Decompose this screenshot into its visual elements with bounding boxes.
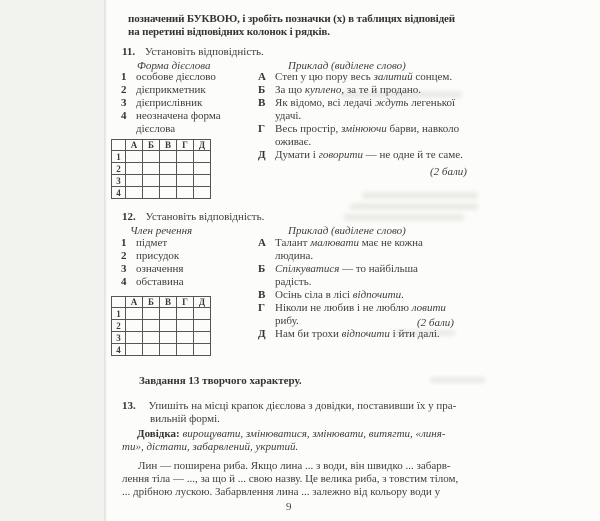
grid-cell xyxy=(160,320,177,332)
question-12-title xyxy=(122,211,264,224)
grid-row xyxy=(112,332,211,344)
grid-row xyxy=(112,187,211,199)
example-text: Степ у цю пору весь залитий сонцем. xyxy=(275,71,453,83)
grid-cell xyxy=(177,187,194,199)
list-item xyxy=(258,263,456,289)
grid-cell xyxy=(126,163,143,175)
grid-row-label: 1 xyxy=(112,308,126,320)
list-item xyxy=(258,71,470,84)
grid-row-label: 4 xyxy=(112,187,126,199)
list-item xyxy=(121,110,248,136)
grid-col-header: Д xyxy=(194,297,211,308)
list-item xyxy=(121,276,248,289)
example-text: Весь простір, змінюючи барви, навколо оживає. xyxy=(275,123,460,148)
grid-cell xyxy=(194,151,211,163)
grid-cell xyxy=(160,332,177,344)
grid-cell xyxy=(177,344,194,356)
grid-row xyxy=(112,308,211,320)
grid-cell xyxy=(126,175,143,187)
option-number: 3 xyxy=(121,263,127,275)
example-text: Талант малювати має не кожна людина. xyxy=(275,237,423,262)
grid-cell xyxy=(143,175,160,187)
list-item xyxy=(258,237,456,263)
example-text: Нам би трохи відпочити і йти далі. xyxy=(275,328,440,340)
example-letter: Г xyxy=(258,302,265,314)
grid-row-label: 4 xyxy=(112,344,126,356)
q12-options-list xyxy=(121,237,248,289)
grid-col-header: Б xyxy=(143,297,160,308)
question-11-title xyxy=(122,46,264,59)
grid-cell xyxy=(126,187,143,199)
example-letter: Б xyxy=(258,84,266,96)
grid-cell xyxy=(126,151,143,163)
grid-cell xyxy=(143,320,160,332)
example-letter: Г xyxy=(258,123,265,135)
example-letter: Б xyxy=(258,263,266,275)
example-text: Як відомо, всі ледачі ждуть легенької удачі. xyxy=(275,97,456,122)
grid-row xyxy=(112,163,211,175)
answer-grid-11 xyxy=(111,139,211,199)
option-number: 1 xyxy=(121,71,127,83)
grid-row-label: 3 xyxy=(112,332,126,344)
grid-cell xyxy=(177,175,194,187)
grid-cell xyxy=(177,308,194,320)
page-left-margin xyxy=(0,0,104,521)
grid-row-label: 1 xyxy=(112,151,126,163)
grid-cell xyxy=(126,320,143,332)
bleed-through-smudge xyxy=(350,203,478,210)
question-11-title-text: Установіть відповідність. xyxy=(144,46,264,58)
example-letter: А xyxy=(258,71,266,83)
example-text: Осінь сіла в лісі відпочити. xyxy=(275,289,404,301)
grid-cell xyxy=(160,187,177,199)
page-number: 9 xyxy=(286,501,292,513)
grid-cell xyxy=(160,308,177,320)
q11-right-column-header: Приклад (виділене слово) xyxy=(288,60,406,72)
list-item xyxy=(258,123,470,149)
q12-right-column-header: Приклад (виділене слово) xyxy=(288,225,406,237)
grid-cell xyxy=(160,344,177,356)
grid-cell xyxy=(194,308,211,320)
grid-cell xyxy=(194,344,211,356)
bleed-through-smudge xyxy=(430,377,485,383)
hint-label: Довідка: xyxy=(137,428,180,440)
list-item xyxy=(121,84,248,97)
hint-line-2: ти», дістати, забарвлений, укритий. xyxy=(122,441,299,453)
grid-col-header: Г xyxy=(177,140,194,151)
grid-col-header: Г xyxy=(177,297,194,308)
grid-col-header: А xyxy=(126,140,143,151)
list-item xyxy=(258,84,470,97)
question-11-number: 11. xyxy=(122,46,136,58)
grid-row-label: 2 xyxy=(112,163,126,175)
grid-cell xyxy=(177,320,194,332)
hint-words: вирощувати, змінюватися, змінювати, витягти, «линя- xyxy=(179,428,446,440)
option-text: обставина xyxy=(136,276,184,288)
grid-cell xyxy=(143,308,160,320)
list-item xyxy=(121,263,248,276)
grid-cell xyxy=(143,187,160,199)
grid-cell xyxy=(194,187,211,199)
grid-cell xyxy=(160,163,177,175)
grid-col-header: Д xyxy=(194,140,211,151)
q11-options-list xyxy=(121,71,248,136)
example-letter: Д xyxy=(258,149,266,161)
question-12-title-text: Установіть відповідність. xyxy=(145,211,265,223)
option-text: неозначена форма дієслова xyxy=(136,110,221,135)
task-13-instruction-line-2: вильній формі. xyxy=(150,413,220,425)
grid-row-label: 3 xyxy=(112,175,126,187)
list-item xyxy=(258,289,456,302)
exercise-paragraph-line-1: Лин — поширена риба. Якщо лина ... з води, він швидко ... забарв- xyxy=(138,460,451,472)
list-item xyxy=(258,97,470,123)
grid-cell xyxy=(177,151,194,163)
grid-row xyxy=(112,344,211,356)
list-item xyxy=(121,237,248,250)
option-text: особове дієслово xyxy=(136,71,216,83)
example-letter: А xyxy=(258,237,266,249)
task-13-instruction-line-1 xyxy=(122,400,456,413)
grid-corner-cell xyxy=(112,297,126,308)
option-number: 4 xyxy=(121,110,127,122)
q11-score: (2 бали) xyxy=(430,166,467,178)
instruction-text: Упишіть на місці крапок дієслова з довідки, поставивши їх у пра- xyxy=(148,400,457,412)
intro-line-1: позначений БУКВОЮ, і зробіть позначки (х) в таблицях відповідей xyxy=(128,13,455,25)
grid-cell xyxy=(126,344,143,356)
q12-left-column-header: Член речення xyxy=(130,225,193,237)
option-text: означення xyxy=(136,263,184,275)
grid-cell xyxy=(160,151,177,163)
grid-header-row xyxy=(112,297,211,308)
example-letter: В xyxy=(258,97,266,109)
exercise-paragraph-line-2: лення тіла — ..., за що й ... свою назву. Це велика риба, з товстим тілом, xyxy=(122,473,459,485)
list-item xyxy=(121,71,248,84)
list-item xyxy=(258,149,470,162)
q11-left-column-header: Форма дієслова xyxy=(137,60,211,72)
q11-examples-list xyxy=(258,71,470,162)
grid-cell xyxy=(143,332,160,344)
grid-cell xyxy=(177,163,194,175)
option-number: 4 xyxy=(121,276,127,288)
grid-cell xyxy=(194,175,211,187)
grid-col-header: В xyxy=(160,140,177,151)
grid-col-header: А xyxy=(126,297,143,308)
grid-cell xyxy=(126,308,143,320)
question-12-number: 12. xyxy=(122,211,136,223)
grid-cell xyxy=(143,163,160,175)
exercise-paragraph-line-3: ... дрібною лускою. Забарвлення лина ... залежно від кольору води у xyxy=(122,486,441,498)
option-number: 3 xyxy=(121,97,127,109)
option-text: дієприслівник xyxy=(136,97,203,109)
grid-col-header: Б xyxy=(143,140,160,151)
grid-row xyxy=(112,175,211,187)
example-text: Думати і говорити — не одне й те саме. xyxy=(275,149,463,161)
option-number: 1 xyxy=(121,237,127,249)
example-letter: Д xyxy=(258,328,266,340)
list-item xyxy=(121,97,248,110)
option-text: присудок xyxy=(136,250,180,262)
answer-grid-12 xyxy=(111,296,211,356)
grid-cell xyxy=(194,320,211,332)
grid-row-label: 2 xyxy=(112,320,126,332)
example-text: Ніколи не любив і не люблю ловити рибу. xyxy=(275,302,446,327)
grid-col-header: В xyxy=(160,297,177,308)
example-text: За що куплено, за те й продано. xyxy=(275,84,422,96)
grid-cell xyxy=(194,163,211,175)
grid-cell xyxy=(143,151,160,163)
bleed-through-smudge xyxy=(362,192,478,199)
option-text: дієприкметник xyxy=(136,84,206,96)
grid-cell xyxy=(194,332,211,344)
intro-line-2: на перетині відповідних колонок і рядків. xyxy=(128,26,330,38)
option-number: 2 xyxy=(121,250,127,262)
grid-row xyxy=(112,320,211,332)
task-13-heading: Завдання 13 творчого характеру. xyxy=(139,375,302,387)
hint-line-1 xyxy=(137,428,446,441)
grid-cell xyxy=(160,175,177,187)
example-letter: В xyxy=(258,289,266,301)
q12-score: (2 бали) xyxy=(417,317,454,329)
grid-corner-cell xyxy=(112,140,126,151)
grid-row xyxy=(112,151,211,163)
grid-cell xyxy=(126,332,143,344)
grid-cell xyxy=(177,332,194,344)
option-number: 2 xyxy=(121,84,127,96)
option-text: підмет xyxy=(136,237,168,249)
grid-header-row xyxy=(112,140,211,151)
example-text: Спілкуватися — то найбільша радість. xyxy=(275,263,418,288)
list-item xyxy=(121,250,248,263)
question-13-number: 13. xyxy=(122,400,136,412)
bleed-through-smudge xyxy=(344,214,464,221)
grid-cell xyxy=(143,344,160,356)
